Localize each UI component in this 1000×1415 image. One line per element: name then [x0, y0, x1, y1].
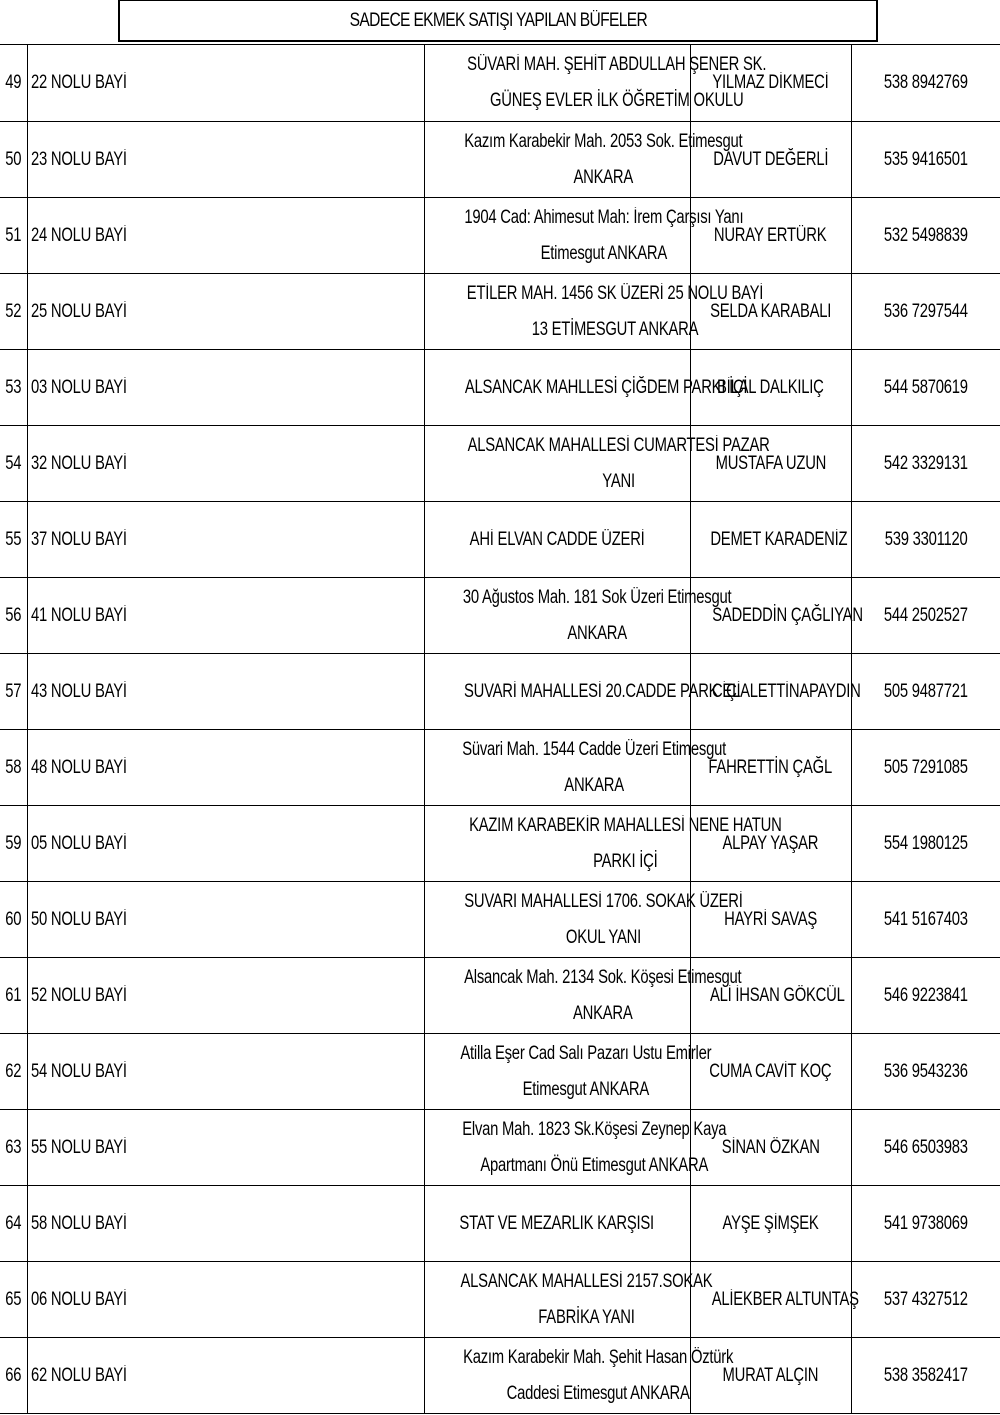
address-text [460, 1264, 712, 1336]
dealer-code: 06 NOLU BAYİ [30, 1288, 127, 1310]
dealer-cell [27, 958, 424, 1034]
address-text [463, 674, 739, 710]
dealer-cell [27, 882, 424, 958]
address-line: ALSANCAK MAHLLESİ ÇİĞDEM PARKI İÇİ [464, 376, 747, 398]
address-line: ALSANCAK MAHALLESİ CUMARTESİ PAZAR [467, 434, 770, 456]
phone-cell [851, 350, 1000, 426]
row-number-cell [0, 578, 27, 654]
row-number: 49 [5, 72, 22, 93]
address-cell [424, 274, 763, 350]
address-line: Kazım Karabekir Mah. 2053 Sok. Etimesgut [463, 130, 742, 152]
dealer-code: 48 NOLU BAYİ [30, 756, 127, 778]
phone-number: 536 7297544 [883, 300, 968, 322]
row-number: 66 [5, 1364, 22, 1386]
address-line: OKUL YANI [565, 926, 641, 948]
owner-name-cell [690, 502, 851, 578]
row-number: 64 [5, 1212, 22, 1234]
phone-number: 554 1980125 [883, 832, 968, 854]
dealer-code: 37 NOLU BAYİ [30, 528, 127, 550]
address-text [462, 580, 730, 652]
address-line: Alsancak Mah. 2134 Sok. Köşesi Etimesgut [463, 966, 741, 988]
phone-number: 539 3301120 [884, 528, 968, 550]
phone-number: 546 9223841 [883, 984, 968, 1006]
dealer-cell [27, 198, 424, 274]
row-number: 52 [5, 300, 22, 322]
phone-number: 505 7291085 [883, 756, 968, 778]
address-cell [424, 1262, 712, 1338]
table-row [0, 958, 1000, 1034]
phone-number: 541 5167403 [883, 908, 968, 930]
address-cell [424, 578, 731, 654]
address-line: Caddesi Etimesgut ANKARA [506, 1382, 690, 1404]
address-line: YANI [601, 470, 635, 492]
owner-name: CELALETTİNAPAYDIN [711, 680, 861, 702]
owner-name-cell [690, 1186, 851, 1262]
owner-name: DEMET KARADENİZ [709, 528, 847, 550]
address-cell [424, 198, 743, 274]
address-cell [424, 882, 743, 958]
phone-cell [851, 882, 1000, 958]
dealer-code: 52 NOLU BAYİ [30, 984, 127, 1006]
address-line: GÜNEŞ EVLER İLK ÖĞRETİM OKULU [489, 90, 743, 111]
phone-cell [851, 958, 1000, 1034]
dealer-cell [27, 274, 424, 350]
dealer-cell [27, 1262, 424, 1338]
address-line: AHİ ELVAN CADDE ÜZERİ [469, 528, 645, 550]
phone-number: 536 9543236 [883, 1060, 968, 1082]
table-row [0, 806, 1000, 882]
phone-number: 538 3582417 [883, 1364, 968, 1386]
owner-name: SELDA KARABALI [709, 300, 832, 322]
row-number: 54 [5, 452, 22, 474]
owner-name-cell [690, 654, 861, 730]
phone-number: 538 8942769 [883, 72, 968, 93]
dealer-cell [27, 122, 424, 198]
address-text [464, 370, 746, 406]
dealer-cell [27, 1338, 424, 1414]
row-number: 65 [5, 1288, 22, 1310]
address-line: 1904 Cad: Ahimesut Mah: İrem Çarşısı Yanı [463, 206, 743, 228]
row-number-cell [0, 502, 27, 578]
address-line: ALSANCAK MAHALLESİ 2157.SOKAK [460, 1270, 712, 1292]
row-number: 55 [5, 528, 22, 550]
row-number-cell [0, 1262, 27, 1338]
row-number-cell [0, 1110, 27, 1186]
address-line: 13 ETİMESGUT ANKARA [531, 318, 698, 340]
address-line: FABRİKA YANI [537, 1306, 635, 1328]
owner-name: CUMA CAVİT KOÇ [709, 1060, 832, 1082]
address-cell [424, 654, 740, 730]
address-line: Etimesgut ANKARA [522, 1078, 649, 1100]
dealer-code: 03 NOLU BAYİ [30, 376, 127, 398]
address-line: PARKI İÇİ [592, 850, 657, 872]
row-number-cell [0, 654, 27, 730]
table-row [0, 350, 1000, 426]
owner-name: FAHRETTİN ÇAĞL [708, 756, 833, 778]
phone-number: 535 9416501 [883, 148, 968, 170]
phone-cell [851, 274, 1000, 350]
row-number: 53 [5, 376, 22, 398]
row-number-cell [0, 1034, 27, 1110]
phone-cell [851, 1262, 1000, 1338]
phone-number: 537 4327512 [883, 1288, 968, 1310]
phone-number: 532 5498839 [883, 224, 968, 246]
table-row [0, 1034, 1000, 1110]
dealer-code: 43 NOLU BAYİ [30, 680, 127, 702]
row-number: 50 [5, 148, 22, 170]
phone-number: 541 9738069 [883, 1212, 968, 1234]
phone-cell [851, 730, 1000, 806]
owner-name: ALİ İHSAN GÖKCÜL [709, 984, 845, 1006]
address-line: SUVARI MAHALLESİ 1706. SOKAK ÜZERİ [463, 890, 743, 912]
table-row [0, 1186, 1000, 1262]
address-line: Etimesgut ANKARA [540, 242, 667, 264]
address-line: Kazım Karabekir Mah. Şehit Hasan Öztürk [462, 1346, 733, 1368]
kiosk-table [0, 44, 1000, 1414]
address-cell [424, 1338, 733, 1414]
phone-cell [851, 198, 1000, 274]
dealer-code: 62 NOLU BAYİ [30, 1364, 127, 1386]
address-line: Süvari Mah. 1544 Cadde Üzeri Etimesgut [461, 738, 726, 760]
address-cell [424, 122, 742, 198]
dealer-code: 22 NOLU BAYİ [30, 72, 127, 93]
phone-cell [851, 654, 1000, 730]
address-line: SÜVARİ MAH. ŞEHİT ABDULLAH ŞENER SK. [466, 54, 766, 75]
address-line: ANKARA [573, 166, 633, 188]
phone-cell [851, 45, 1000, 122]
table-row [0, 1338, 1000, 1414]
phone-cell [851, 502, 1000, 578]
dealer-cell [27, 426, 424, 502]
address-line: ETİLER MAH. 1456 SK ÜZERİ 25 NOLU BAYİ [466, 282, 763, 304]
owner-name: MUSTAFA UZUN [715, 452, 826, 474]
dealer-cell [27, 1034, 424, 1110]
address-cell [424, 350, 747, 426]
address-line: SUVARİ MAHALLESİ 20.CADDE PARK İÇİ [463, 680, 740, 702]
table-row [0, 882, 1000, 958]
address-cell [424, 1186, 690, 1262]
row-number: 60 [5, 908, 22, 930]
row-number: 51 [5, 224, 22, 246]
dealer-cell [27, 730, 424, 806]
address-cell [424, 1034, 711, 1110]
phone-number: 542 3329131 [883, 452, 968, 474]
table-row [0, 1110, 1000, 1186]
table-row [0, 654, 1000, 730]
address-line: ANKARA [572, 1002, 633, 1024]
row-number: 58 [5, 756, 22, 778]
dealer-code: 58 NOLU BAYİ [30, 1212, 127, 1234]
phone-cell [851, 122, 1000, 198]
address-text [460, 1036, 711, 1108]
row-number: 61 [5, 984, 22, 1006]
owner-name: AYŞE ŞİMŞEK [722, 1212, 819, 1234]
row-number-cell [0, 426, 27, 502]
phone-cell [851, 1034, 1000, 1110]
address-line: ANKARA [566, 622, 627, 644]
dealer-code: 55 NOLU BAYİ [30, 1136, 127, 1158]
table-row [0, 45, 1000, 122]
row-number-cell [0, 1338, 27, 1414]
owner-name: SADEDDİN ÇAĞLIYAN [711, 604, 863, 626]
dealer-cell [27, 654, 424, 730]
row-number-cell [0, 122, 27, 198]
dealer-code: 05 NOLU BAYİ [30, 832, 127, 854]
dealer-code: 23 NOLU BAYİ [30, 148, 127, 170]
dealer-cell [27, 1186, 424, 1262]
dealer-code: 32 NOLU BAYİ [30, 452, 127, 474]
owner-name: MURAT ALÇIN [722, 1364, 819, 1386]
table-row [0, 578, 1000, 654]
phone-cell [851, 578, 1000, 654]
address-cell [424, 1110, 726, 1186]
address-text [462, 1112, 726, 1184]
row-number-cell [0, 958, 27, 1034]
owner-name: DAVUT DEĞERLİ [712, 148, 829, 170]
row-number-cell [0, 730, 27, 806]
owner-name: BİLAL DALKILIÇ [717, 376, 824, 398]
phone-cell [851, 426, 1000, 502]
dealer-cell [27, 502, 424, 578]
phone-cell [851, 1338, 1000, 1414]
address-line: 30 Ağustos Mah. 181 Sok Üzeri Etimesgut [462, 586, 731, 608]
address-cell [424, 45, 766, 122]
address-cell [424, 502, 690, 578]
row-number: 62 [5, 1060, 22, 1082]
dealer-cell [27, 45, 424, 122]
dealer-cell [27, 806, 424, 882]
row-number: 59 [5, 832, 22, 854]
address-line: Apartmanı Önü Etimesgut ANKARA [479, 1154, 708, 1176]
address-text [464, 960, 741, 1032]
dealer-code: 24 NOLU BAYİ [30, 224, 127, 246]
sheet-title-text: SADECE EKMEK SATIŞI YAPILAN BÜFELER [349, 9, 647, 31]
owner-name: ALPAY YAŞAR [722, 832, 819, 854]
address-line: Elvan Mah. 1823 Sk.Köşesi Zeynep Kaya [461, 1118, 726, 1140]
address-line: KAZIM KARABEKİR MAHALLESİ NENE HATUN [468, 814, 782, 836]
row-number-cell [0, 350, 27, 426]
row-number-cell [0, 1186, 27, 1262]
address-text [462, 732, 726, 804]
row-number-cell [0, 882, 27, 958]
address-cell [424, 958, 741, 1034]
address-line: Atilla Eşer Cad Salı Pazarı Ustu Emirler [459, 1042, 711, 1064]
phone-number: 546 6503983 [883, 1136, 968, 1158]
table-row [0, 426, 1000, 502]
owner-name-cell [690, 1034, 851, 1110]
owner-name: NURAY ERTÜRK [714, 224, 827, 246]
address-line: ANKARA [563, 774, 624, 796]
owner-name: HAYRİ SAVAŞ [724, 908, 817, 930]
dealer-cell [27, 578, 424, 654]
phone-cell [851, 806, 1000, 882]
dealer-code: 50 NOLU BAYİ [30, 908, 127, 930]
phone-number: 505 9487721 [883, 680, 968, 702]
phone-number: 544 2502527 [883, 604, 968, 626]
dealer-cell [27, 350, 424, 426]
address-text [464, 124, 742, 196]
table-row [0, 1262, 1000, 1338]
address-text [463, 1340, 733, 1412]
table-row [0, 274, 1000, 350]
address-text [464, 200, 743, 272]
owner-name: ALİEKBER ALTUNTAŞ [711, 1288, 859, 1310]
dealer-cell [27, 1110, 424, 1186]
owner-name-cell [690, 1262, 859, 1338]
row-number: 56 [5, 604, 22, 626]
sheet-title [118, 0, 878, 42]
table-row [0, 198, 1000, 274]
phone-cell [851, 1110, 1000, 1186]
dealer-code: 54 NOLU BAYİ [30, 1060, 127, 1082]
dealer-code: 41 NOLU BAYİ [30, 604, 127, 626]
row-number-cell [0, 198, 27, 274]
row-number-cell [0, 806, 27, 882]
table-row [0, 122, 1000, 198]
kiosk-table-body [0, 45, 1000, 1414]
address-cell [424, 730, 726, 806]
owner-name: SİNAN ÖZKAN [721, 1136, 820, 1158]
row-number-cell [0, 45, 27, 122]
dealer-code: 25 NOLU BAYİ [30, 300, 127, 322]
address-text [460, 1206, 655, 1242]
address-text [470, 522, 645, 558]
address-cell [424, 426, 770, 502]
table-row [0, 730, 1000, 806]
phone-number: 544 5870619 [883, 376, 968, 398]
address-line: STAT VE MEZARLIK KARŞISI [459, 1212, 655, 1234]
address-text [464, 884, 742, 956]
table-row [0, 502, 1000, 578]
owner-name: YILMAZ DİKMECİ [712, 72, 829, 93]
row-number: 63 [5, 1136, 22, 1158]
row-number-cell [0, 274, 27, 350]
row-number: 57 [5, 680, 22, 702]
phone-cell [851, 1186, 1000, 1262]
